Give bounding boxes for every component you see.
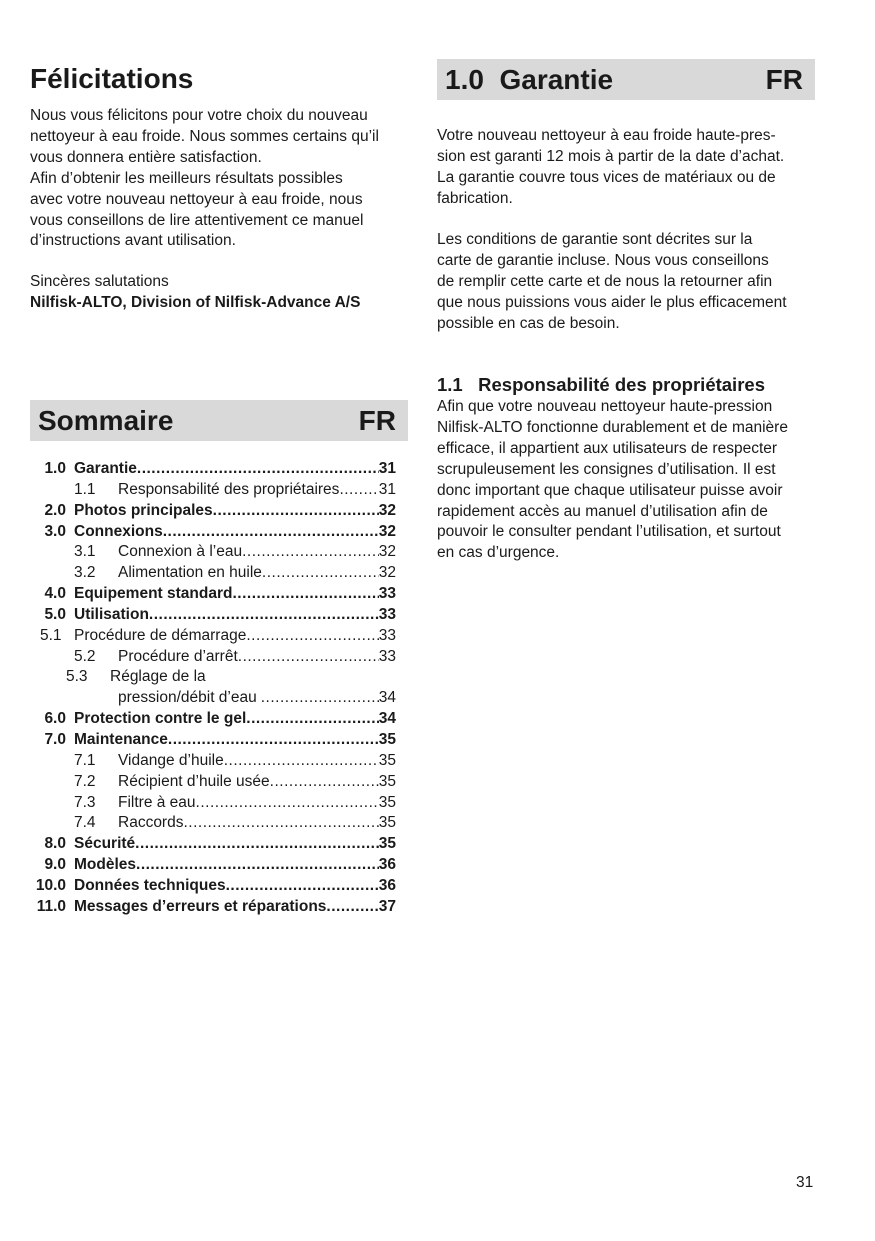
garantie-paragraph-2 bbox=[437, 230, 787, 335]
felicitations-closing bbox=[30, 272, 360, 314]
toc-leader bbox=[262, 563, 379, 584]
toc-number: 7.0 bbox=[44, 730, 66, 748]
garantie-title: 1.0 Garantie bbox=[445, 63, 614, 95]
toc-entry[interactable] bbox=[30, 605, 396, 626]
toc-entry[interactable] bbox=[30, 772, 396, 793]
text-line: vous conseillons de lire attentivement ce manuel bbox=[30, 211, 364, 229]
toc-number: 3.0 bbox=[44, 522, 66, 540]
text-line: carte de garantie incluse. Nous vous conseillons bbox=[437, 251, 769, 269]
toc-leader bbox=[261, 688, 379, 709]
toc-page: 33 bbox=[378, 626, 396, 644]
text-line: Afin d’obtenir les meilleurs résultats possibles bbox=[30, 169, 343, 187]
toc-page: 31 bbox=[378, 480, 396, 498]
toc-page: 35 bbox=[378, 835, 396, 853]
toc-entry[interactable] bbox=[30, 459, 396, 480]
text-line: efficace, il appartient aux utilisateurs de respecter bbox=[437, 439, 778, 457]
text-line: donc important que chaque utilisateur puisse avoir bbox=[437, 481, 783, 499]
text-line: avec votre nouveau nettoyeur à eau froide, nous bbox=[30, 190, 363, 208]
toc-number: 1.1 bbox=[74, 480, 96, 498]
toc-label: Connexions bbox=[74, 522, 163, 540]
toc-leader bbox=[196, 793, 379, 814]
toc-number: 4.0 bbox=[44, 585, 66, 603]
toc-number: 10.0 bbox=[35, 876, 66, 894]
toc-entry[interactable] bbox=[30, 751, 396, 772]
toc-label: Raccords bbox=[118, 814, 184, 832]
toc-label: Equipement standard bbox=[74, 585, 233, 603]
toc-leader bbox=[213, 501, 379, 522]
toc-page: 35 bbox=[378, 751, 396, 769]
text-line: vous donnera entière satisfaction. bbox=[30, 148, 262, 166]
text-line: scrupuleusement les consignes d’utilisation. Il est bbox=[437, 460, 776, 478]
toc-page: 34 bbox=[378, 710, 396, 728]
text-line: Nous vous félicitons pour votre choix du nouveau bbox=[30, 107, 368, 124]
toc-number: 11.0 bbox=[36, 897, 66, 915]
toc-number: 2.0 bbox=[44, 501, 66, 519]
garantie-header bbox=[437, 59, 815, 100]
sommaire-title: Sommaire bbox=[38, 404, 174, 436]
toc-label: Modèles bbox=[74, 856, 137, 874]
toc-leader bbox=[183, 813, 378, 834]
toc-leader bbox=[238, 647, 379, 668]
closing-text: Sincères salutations bbox=[30, 273, 169, 290]
toc-entry[interactable] bbox=[30, 793, 396, 814]
toc-leader bbox=[339, 480, 378, 501]
toc-number: 9.0 bbox=[44, 856, 66, 874]
toc-number: 7.2 bbox=[74, 772, 96, 790]
garantie-paragraph-1 bbox=[437, 126, 784, 210]
text-line: nettoyeur à eau froide. Nous sommes certains qu’il bbox=[30, 127, 379, 145]
toc-entry[interactable] bbox=[30, 667, 396, 688]
toc-page: 36 bbox=[378, 876, 396, 894]
text-line: sion est garanti 12 mois à partir de la date d’achat. bbox=[437, 147, 785, 165]
toc-leader bbox=[242, 542, 379, 563]
toc-number: 7.1 bbox=[74, 751, 96, 769]
toc-page: 35 bbox=[378, 793, 396, 811]
toc-number: 5.1 bbox=[40, 626, 62, 644]
toc-entry[interactable] bbox=[30, 626, 396, 647]
toc-page: 32 bbox=[378, 522, 396, 540]
toc-leader bbox=[137, 459, 379, 480]
toc-leader bbox=[270, 772, 379, 793]
signature: Nilfisk-ALTO, Division of Nilfisk-Advance A/S bbox=[30, 293, 361, 311]
garantie-lang: FR bbox=[765, 63, 803, 95]
toc-page: 31 bbox=[378, 460, 396, 477]
toc-label: Alimentation en huile bbox=[118, 564, 262, 582]
toc-page: 37 bbox=[378, 897, 396, 915]
toc-entry[interactable] bbox=[30, 647, 396, 668]
responsabilite-title: 1.1 Responsabilité des propriétaires bbox=[437, 374, 765, 395]
toc-label: Connexion à l’eau bbox=[118, 543, 243, 561]
text-line: d’instructions avant utilisation. bbox=[30, 232, 236, 250]
toc-leader bbox=[326, 897, 378, 918]
toc-page: 36 bbox=[378, 856, 396, 874]
toc-leader bbox=[232, 584, 378, 605]
toc-number: 1.0 bbox=[44, 460, 66, 477]
toc-number: 7.4 bbox=[74, 814, 96, 832]
toc-entry[interactable] bbox=[30, 897, 396, 918]
toc-page: 33 bbox=[378, 585, 396, 603]
text-line: possible en cas de besoin. bbox=[437, 314, 620, 332]
toc-leader bbox=[168, 730, 379, 751]
page-number: 31 bbox=[796, 1174, 814, 1191]
toc-label: Données techniques bbox=[74, 876, 226, 894]
table-of-contents bbox=[30, 459, 396, 918]
sommaire-lang: FR bbox=[358, 404, 396, 436]
toc-label: Réglage de la bbox=[110, 668, 206, 686]
responsabilite-text bbox=[437, 397, 788, 564]
toc-label: Vidange d’huile bbox=[118, 751, 224, 769]
text-line: en cas d’urgence. bbox=[437, 544, 560, 562]
toc-page: 32 bbox=[378, 564, 396, 582]
toc-number: 5.0 bbox=[44, 605, 66, 623]
text-line: rapidement accès au manuel d’utilisation afin de bbox=[437, 502, 768, 520]
toc-page: 32 bbox=[378, 543, 396, 561]
toc-number: 8.0 bbox=[44, 835, 66, 853]
toc-label: Messages d’erreurs et réparations bbox=[74, 897, 327, 915]
sommaire-header bbox=[30, 400, 408, 441]
text-line: Votre nouveau nettoyeur à eau froide haute-pres- bbox=[437, 127, 776, 144]
toc-leader bbox=[226, 876, 379, 897]
toc-entry[interactable] bbox=[30, 501, 396, 522]
toc-entry[interactable] bbox=[30, 542, 396, 563]
toc-page: 34 bbox=[378, 689, 396, 707]
toc-entry[interactable] bbox=[30, 480, 396, 501]
toc-number: 3.1 bbox=[74, 543, 96, 561]
toc-page: 35 bbox=[378, 772, 396, 790]
toc-number: 3.2 bbox=[74, 564, 96, 582]
toc-entry[interactable] bbox=[30, 876, 396, 897]
toc-page: 32 bbox=[378, 501, 396, 519]
toc-entry[interactable] bbox=[30, 709, 396, 730]
text-line: pouvoir le consulter pendant l’utilisation, et surtout bbox=[437, 523, 781, 541]
toc-label: Filtre à eau bbox=[118, 793, 196, 811]
toc-entry[interactable] bbox=[30, 730, 396, 751]
toc-number: 7.3 bbox=[74, 793, 96, 811]
text-line: fabrication. bbox=[437, 189, 513, 207]
toc-leader bbox=[224, 751, 379, 772]
toc-label: Maintenance bbox=[74, 730, 168, 748]
toc-label: Protection contre le gel bbox=[74, 710, 247, 728]
toc-label: Garantie bbox=[74, 460, 137, 477]
felicitations-text bbox=[30, 106, 379, 252]
text-line: La garantie couvre tous vices de matériaux ou de bbox=[437, 168, 776, 186]
toc-entry[interactable] bbox=[30, 584, 396, 605]
toc-leader bbox=[149, 605, 379, 626]
toc-entry[interactable] bbox=[30, 563, 396, 584]
toc-number: 6.0 bbox=[44, 710, 66, 728]
toc-leader bbox=[136, 855, 379, 876]
toc-entry-continued[interactable] bbox=[30, 688, 396, 709]
toc-page: 35 bbox=[378, 814, 396, 832]
toc-label: Responsabilité des propriétaires bbox=[118, 480, 340, 498]
felicitations-title: Félicitations bbox=[30, 63, 194, 94]
toc-page: 33 bbox=[378, 605, 396, 623]
toc-label: pression/débit d’eau bbox=[118, 689, 257, 707]
text-line: que nous puissions vous aider le plus efficacement bbox=[437, 293, 787, 311]
toc-label: Sécurité bbox=[74, 835, 136, 853]
text-line: Les conditions de garantie sont décrites sur la bbox=[437, 231, 753, 248]
toc-number: 5.2 bbox=[74, 647, 96, 665]
toc-leader bbox=[246, 626, 378, 647]
toc-label: Procédure d’arrêt bbox=[118, 647, 238, 665]
text-line: Afin que votre nouveau nettoyeur haute-pression bbox=[437, 398, 773, 415]
toc-page: 33 bbox=[378, 647, 396, 665]
toc-entry[interactable] bbox=[30, 834, 396, 855]
toc-page: 35 bbox=[378, 730, 396, 748]
toc-leader bbox=[246, 709, 378, 730]
text-line: de remplir cette carte et de nous la retourner afin bbox=[437, 272, 773, 290]
toc-label: Utilisation bbox=[74, 605, 149, 623]
toc-entry[interactable] bbox=[30, 522, 396, 543]
toc-label: Procédure de démarrage bbox=[74, 626, 247, 644]
toc-number: 5.3 bbox=[66, 668, 88, 686]
toc-label: Récipient d’huile usée bbox=[118, 772, 270, 790]
toc-entry[interactable] bbox=[30, 855, 396, 876]
text-line: Nilfisk-ALTO fonctionne durablement et de manière bbox=[437, 418, 788, 436]
toc-label: Photos principales bbox=[74, 501, 213, 519]
toc-leader bbox=[163, 522, 379, 543]
toc-leader bbox=[135, 834, 379, 855]
toc-entry[interactable] bbox=[30, 813, 396, 834]
